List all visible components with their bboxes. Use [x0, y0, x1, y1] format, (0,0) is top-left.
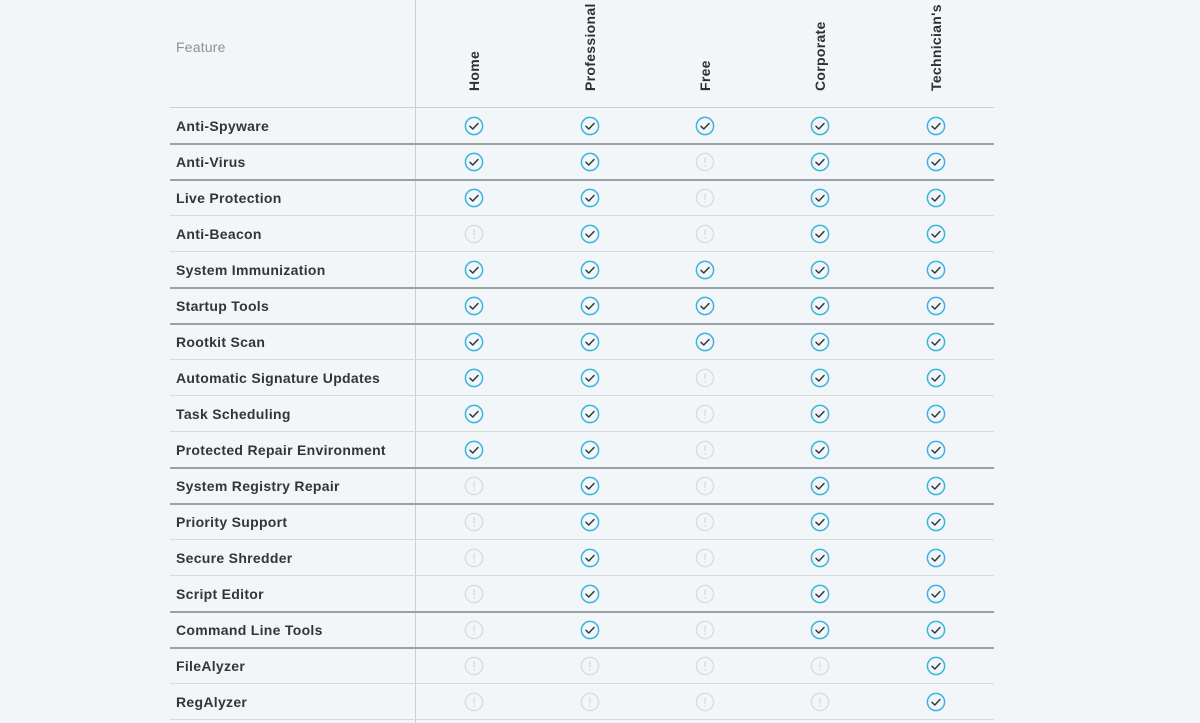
check-icon [464, 116, 484, 136]
feature-label: Protected Repair Environment [176, 442, 386, 458]
check-icon [810, 296, 830, 316]
feature-label: System Registry Repair [176, 478, 340, 494]
check-icon [464, 332, 484, 352]
check-icon [810, 116, 830, 136]
check-icon [926, 260, 946, 280]
unavailable-icon [695, 548, 715, 568]
feature-label: System Immunization [176, 262, 326, 278]
table-row [170, 540, 994, 576]
feature-label: Priority Support [176, 514, 288, 530]
table-row [170, 504, 994, 540]
check-icon [580, 332, 600, 352]
check-icon [580, 152, 600, 172]
check-icon [810, 620, 830, 640]
check-icon [926, 152, 946, 172]
check-icon [926, 368, 946, 388]
column-header-label: Professional [582, 3, 598, 91]
table-row [170, 288, 994, 325]
check-icon [810, 476, 830, 496]
feature-label: Task Scheduling [176, 406, 291, 422]
check-icon [810, 332, 830, 352]
unavailable-icon [695, 476, 715, 496]
column-header-label: Corporate [812, 21, 828, 91]
column-header-label: Free [697, 60, 713, 91]
unavailable-icon [695, 656, 715, 676]
check-icon [810, 152, 830, 172]
check-icon [464, 188, 484, 208]
unavailable-icon [464, 584, 484, 604]
table-row [170, 324, 994, 360]
check-icon [926, 404, 946, 424]
check-icon [926, 476, 946, 496]
check-icon [464, 152, 484, 172]
table-row [170, 576, 994, 613]
unavailable-icon [580, 692, 600, 712]
unavailable-icon [695, 188, 715, 208]
check-icon [926, 620, 946, 640]
check-icon [926, 188, 946, 208]
check-icon [580, 476, 600, 496]
table-row [170, 684, 994, 720]
table-row [170, 432, 994, 469]
check-icon [580, 224, 600, 244]
check-icon [926, 332, 946, 352]
unavailable-icon [464, 512, 484, 532]
column-header-label: Home [466, 50, 482, 91]
check-icon [580, 404, 600, 424]
check-icon [580, 440, 600, 460]
check-icon [926, 692, 946, 712]
check-icon [580, 548, 600, 568]
unavailable-icon [464, 656, 484, 676]
check-icon [580, 296, 600, 316]
check-icon [926, 584, 946, 604]
table-row [170, 648, 994, 684]
check-icon [580, 368, 600, 388]
unavailable-icon [695, 152, 715, 172]
feature-label: Command Line Tools [176, 622, 323, 638]
check-icon [810, 440, 830, 460]
table-row [170, 180, 994, 216]
unavailable-icon [464, 548, 484, 568]
feature-label: Secure Shredder [176, 550, 293, 566]
check-icon [810, 584, 830, 604]
check-icon [580, 188, 600, 208]
check-icon [580, 116, 600, 136]
feature-label: Live Protection [176, 190, 282, 206]
check-icon [926, 548, 946, 568]
unavailable-icon [464, 476, 484, 496]
table-row [170, 216, 994, 252]
unavailable-icon [695, 404, 715, 424]
check-icon [580, 512, 600, 532]
check-icon [464, 260, 484, 280]
check-icon [810, 512, 830, 532]
unavailable-icon [695, 692, 715, 712]
feature-label: FileAlyzer [176, 658, 246, 674]
table-row [170, 108, 994, 145]
table-row [170, 144, 994, 181]
check-icon [695, 260, 715, 280]
check-icon [580, 620, 600, 640]
feature-label: RegAlyzer [176, 694, 248, 710]
check-icon [580, 260, 600, 280]
table-row [170, 360, 994, 396]
unavailable-icon [810, 692, 830, 712]
feature-label: Rootkit Scan [176, 334, 266, 350]
check-icon [464, 368, 484, 388]
unavailable-icon [695, 440, 715, 460]
check-icon [580, 584, 600, 604]
unavailable-icon [580, 656, 600, 676]
feature-label: Startup Tools [176, 298, 270, 314]
check-icon [926, 656, 946, 676]
unavailable-icon [464, 224, 484, 244]
unavailable-icon [695, 368, 715, 388]
table-row [170, 396, 994, 432]
check-icon [926, 512, 946, 532]
check-icon [464, 440, 484, 460]
check-icon [810, 404, 830, 424]
feature-label: Automatic Signature Updates [176, 370, 381, 386]
table-row [170, 612, 994, 649]
table-row [170, 468, 994, 505]
column-header-label: Technician's [928, 4, 944, 91]
table-row [170, 252, 994, 289]
check-icon [926, 440, 946, 460]
feature-label: Script Editor [176, 586, 264, 602]
check-icon [695, 116, 715, 136]
feature-label: Anti-Beacon [176, 226, 262, 242]
check-icon [810, 368, 830, 388]
check-icon [464, 404, 484, 424]
feature-label: Anti-Spyware [176, 118, 270, 134]
check-icon [926, 224, 946, 244]
check-icon [926, 116, 946, 136]
unavailable-icon [695, 224, 715, 244]
unavailable-icon [810, 656, 830, 676]
check-icon [810, 224, 830, 244]
unavailable-icon [695, 512, 715, 532]
unavailable-icon [464, 692, 484, 712]
check-icon [810, 260, 830, 280]
check-icon [810, 188, 830, 208]
check-icon [695, 296, 715, 316]
unavailable-icon [695, 584, 715, 604]
unavailable-icon [695, 620, 715, 640]
unavailable-icon [464, 620, 484, 640]
check-icon [810, 548, 830, 568]
check-icon [464, 296, 484, 316]
check-icon [926, 296, 946, 316]
feature-label: Anti-Virus [176, 154, 246, 170]
feature-column-header: Feature [176, 39, 226, 55]
check-icon [695, 332, 715, 352]
